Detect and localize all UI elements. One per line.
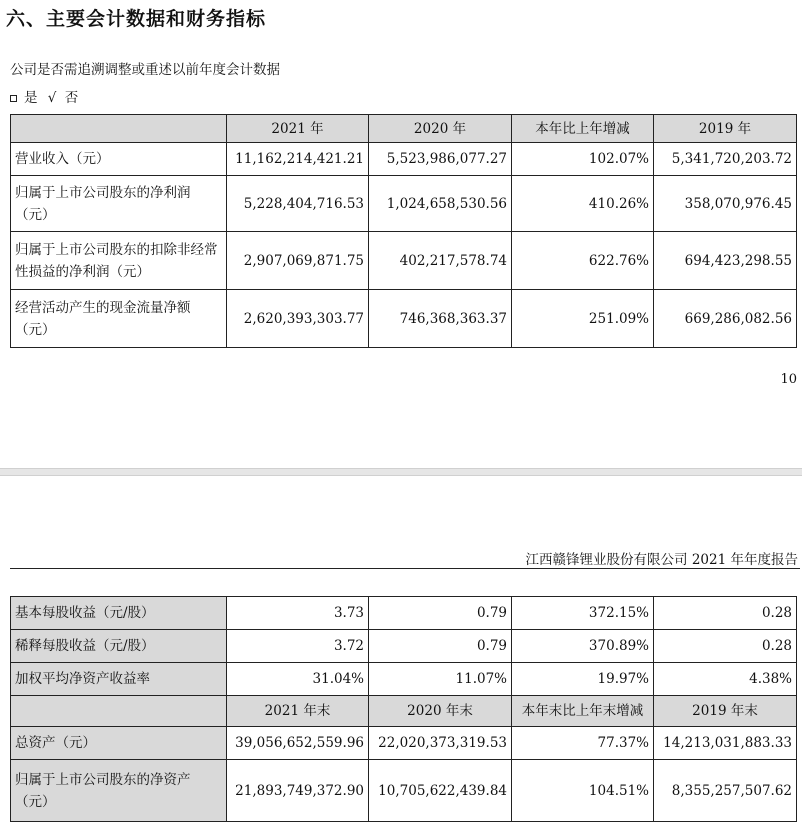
cell-2021: 31.04% [227,663,369,696]
option-no-label: 否 [64,90,79,106]
cell-2019: 694,423,298.55 [654,232,797,290]
row-label: 基本每股收益（元/股） [11,597,227,630]
cell-change: 370.89% [512,630,654,663]
row-label: 加权平均净资产收益率 [11,663,227,696]
cell-2021: 5,228,404,716.53 [227,176,369,232]
table-row [11,232,797,290]
cell-change: 622.76% [512,232,654,290]
financial-data-table-1 [10,114,797,348]
row-label: 稀释每股收益（元/股） [11,630,227,663]
cell-2021: 11,162,214,421.21 [227,143,369,176]
cell-2021: 39,056,652,559.96 [227,727,369,760]
row-label: 归属于上市公司股东的扣除非经常性损益的净利润（元） [11,232,227,290]
cell-change: 102.07% [512,143,654,176]
restatement-options [10,86,78,106]
cell-change: 77.37% [512,727,654,760]
header-corner [11,115,227,143]
table-row [11,290,797,348]
table-row [11,176,797,232]
cell-2021: 2,620,393,303.77 [227,290,369,348]
col-header: 本年末比上年末增减 [512,696,654,727]
option-yes-label: 是 [24,90,38,106]
cell-2020: 10,705,622,439.84 [369,760,512,822]
col-header: 2020 年末 [369,696,512,727]
cell-2021: 3.73 [227,597,369,630]
col-header: 2019 年末 [654,696,797,727]
row-label: 总资产（元） [11,727,227,760]
cell-2020: 11.07% [369,663,512,696]
cell-2020: 22,020,373,319.53 [369,727,512,760]
cell-2021: 21,893,749,372.90 [227,760,369,822]
cell-2020: 1,024,658,530.56 [369,176,512,232]
cell-change: 251.09% [512,290,654,348]
col-header: 2020 年 [369,115,512,143]
table-row [11,630,797,663]
cell-2019: 358,070,976.45 [654,176,797,232]
cell-change: 372.15% [512,597,654,630]
restatement-question: 公司是否需追溯调整或重述以前年度会计数据 [10,62,280,78]
header-corner [11,696,227,727]
section-title: 六、主要会计数据和财务指标 [6,8,267,30]
table-row [11,143,797,176]
page-number: 10 [780,372,797,387]
cell-change: 104.51% [512,760,654,822]
header-rule [10,568,800,569]
col-header: 本年比上年增减 [512,115,654,143]
cell-2019: 14,213,031,883.33 [654,727,797,760]
cell-2019: 4.38% [654,663,797,696]
page-separator [0,468,802,476]
financial-data-table-2 [10,596,797,822]
cell-2021: 3.72 [227,630,369,663]
check-mark-icon: √ [47,90,57,106]
report-header: 江西赣锋锂业股份有限公司 2021 年年度报告 [525,552,798,568]
table-row [11,760,797,822]
table-header-row [11,696,797,727]
table-header-row [11,115,797,143]
cell-2019: 669,286,082.56 [654,290,797,348]
row-label: 归属于上市公司股东的净资产（元） [11,760,227,822]
table-row [11,663,797,696]
cell-2020: 5,523,986,077.27 [369,143,512,176]
cell-2020: 0.79 [369,630,512,663]
cell-2019: 5,341,720,203.72 [654,143,797,176]
table-row [11,727,797,760]
row-label: 经营活动产生的现金流量净额（元） [11,290,227,348]
cell-2019: 8,355,257,507.62 [654,760,797,822]
cell-2019: 0.28 [654,597,797,630]
cell-2019: 0.28 [654,630,797,663]
col-header: 2021 年末 [227,696,369,727]
row-label: 营业收入（元） [11,143,227,176]
col-header: 2019 年 [654,115,797,143]
cell-2020: 746,368,363.37 [369,290,512,348]
table-row [11,597,797,630]
cell-change: 19.97% [512,663,654,696]
cell-2020: 402,217,578.74 [369,232,512,290]
checkbox-yes [10,95,17,102]
cell-2021: 2,907,069,871.75 [227,232,369,290]
row-label: 归属于上市公司股东的净利润（元） [11,176,227,232]
col-header: 2021 年 [227,115,369,143]
cell-change: 410.26% [512,176,654,232]
cell-2020: 0.79 [369,597,512,630]
